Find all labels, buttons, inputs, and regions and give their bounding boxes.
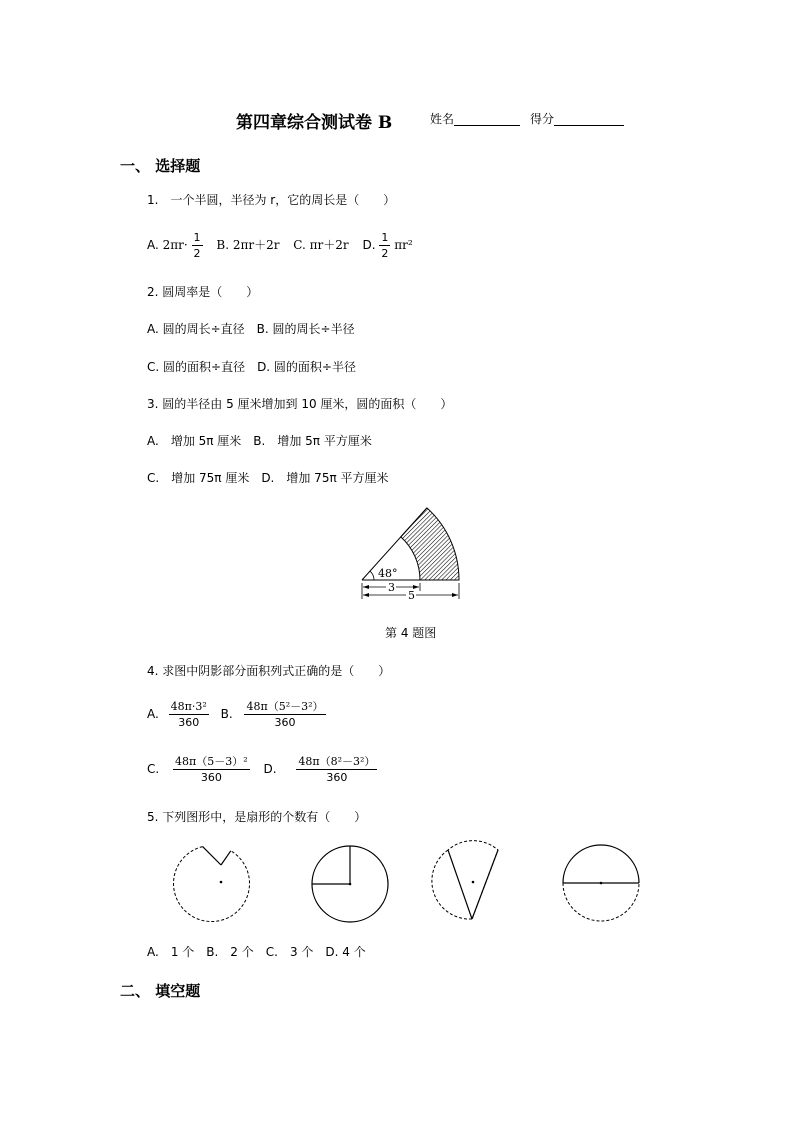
question-1-options: [147, 230, 413, 261]
question-4-stem: 4. 求图中阴影部分面积列式正确的是（ ）: [147, 664, 391, 678]
inner-radius-label: 3: [388, 581, 395, 594]
question-2-stem: 2. 圆周率是（ ）: [147, 285, 259, 299]
question-2-options-cd: C. 圆的面积÷直径 D. 圆的面积÷半径: [147, 360, 356, 374]
q1-a-fraction: $\frac{1}{2}$: [193, 231, 201, 260]
dim-outer-arrow-left: [363, 593, 369, 597]
q5-shape-3: [432, 841, 498, 919]
question-5-options: A. 1 个 B. 2 个 C. 3 个 D. 4 个: [147, 945, 366, 959]
question-5-stem: 5. 下列图形中，是扇形的个数有（ ）: [147, 810, 367, 824]
q1-option-b: B. 2πr＋2r: [216, 238, 280, 252]
q5-shapes: [170, 835, 650, 930]
q1-option-d: D. $\frac{1}{2}$ πr²: [362, 231, 413, 260]
question-4-options-ab: A. $\frac{\text{48π·3²}}{360}$ B. $\frac{\text{48π（5²－3²）}}{360}$: [147, 700, 324, 729]
shaded-ring-region: [401, 508, 459, 580]
score-blank: [554, 111, 624, 126]
page-title: 第四章综合测试卷 B: [236, 113, 393, 133]
section-heading-fill: 二、 填空题: [120, 982, 201, 1000]
q5-shape-4: [563, 845, 639, 921]
outer-radius-label: 5: [408, 589, 415, 602]
score-field: [530, 111, 624, 126]
q4-option-d-fraction: $\frac{\text{48π（8²－3²）}}{360}$: [298, 755, 376, 784]
q4-option-a-fraction: $\frac{\text{48π·3²}}{360}$: [170, 700, 207, 729]
section-heading-choice: 一、 选择题: [120, 157, 201, 175]
figure-caption: 第 4 题图: [385, 626, 437, 640]
q5-shape-1: [174, 847, 250, 922]
q1-d-fraction: $\frac{1}{2}$: [381, 231, 389, 260]
sector-figure: [355, 505, 470, 605]
question-2-options-ab: A. 圆的周长÷直径 B. 圆的周长÷半径: [147, 322, 355, 336]
q1-option-c: C. πr＋2r: [293, 238, 349, 252]
question-3-stem: 3. 圆的半径由 5 厘米增加到 10 厘米，圆的面积（ ）: [147, 397, 453, 411]
question-3-options-ab: A. 增加 5π 厘米 B. 增加 5π 平方厘米: [147, 434, 372, 448]
q4-option-b-fraction: $\frac{\text{48π（5²－3²）}}{360}$: [246, 700, 324, 729]
q4-option-c-fraction: $\frac{\text{48π（5－3）²}}{360}$: [175, 755, 248, 784]
question-3-options-cd: C. 增加 75π 厘米 D. 增加 75π 平方厘米: [147, 471, 389, 485]
name-label: 姓名: [430, 112, 455, 126]
q5-shape-2: [312, 846, 388, 922]
question-4-options-cd: C. $\frac{\text{48π（5－3）²}}{360}$ D. $\frac{\text{48π（8²－3²）}}{360}$: [147, 755, 376, 784]
angle-label: 48°: [378, 567, 398, 580]
dim-outer-arrow-right: [452, 593, 458, 597]
name-blank: [454, 111, 520, 126]
name-field: [430, 111, 520, 126]
angle-arc: [370, 571, 374, 580]
dim-inner-arrow-left: [363, 585, 369, 589]
question-1-stem: 1. 一个半圆，半径为 r，它的周长是（ ）: [147, 193, 396, 207]
score-label: 得分: [530, 112, 555, 126]
q1-option-a: A. 2πr· $\frac{1}{2}$: [147, 231, 201, 260]
